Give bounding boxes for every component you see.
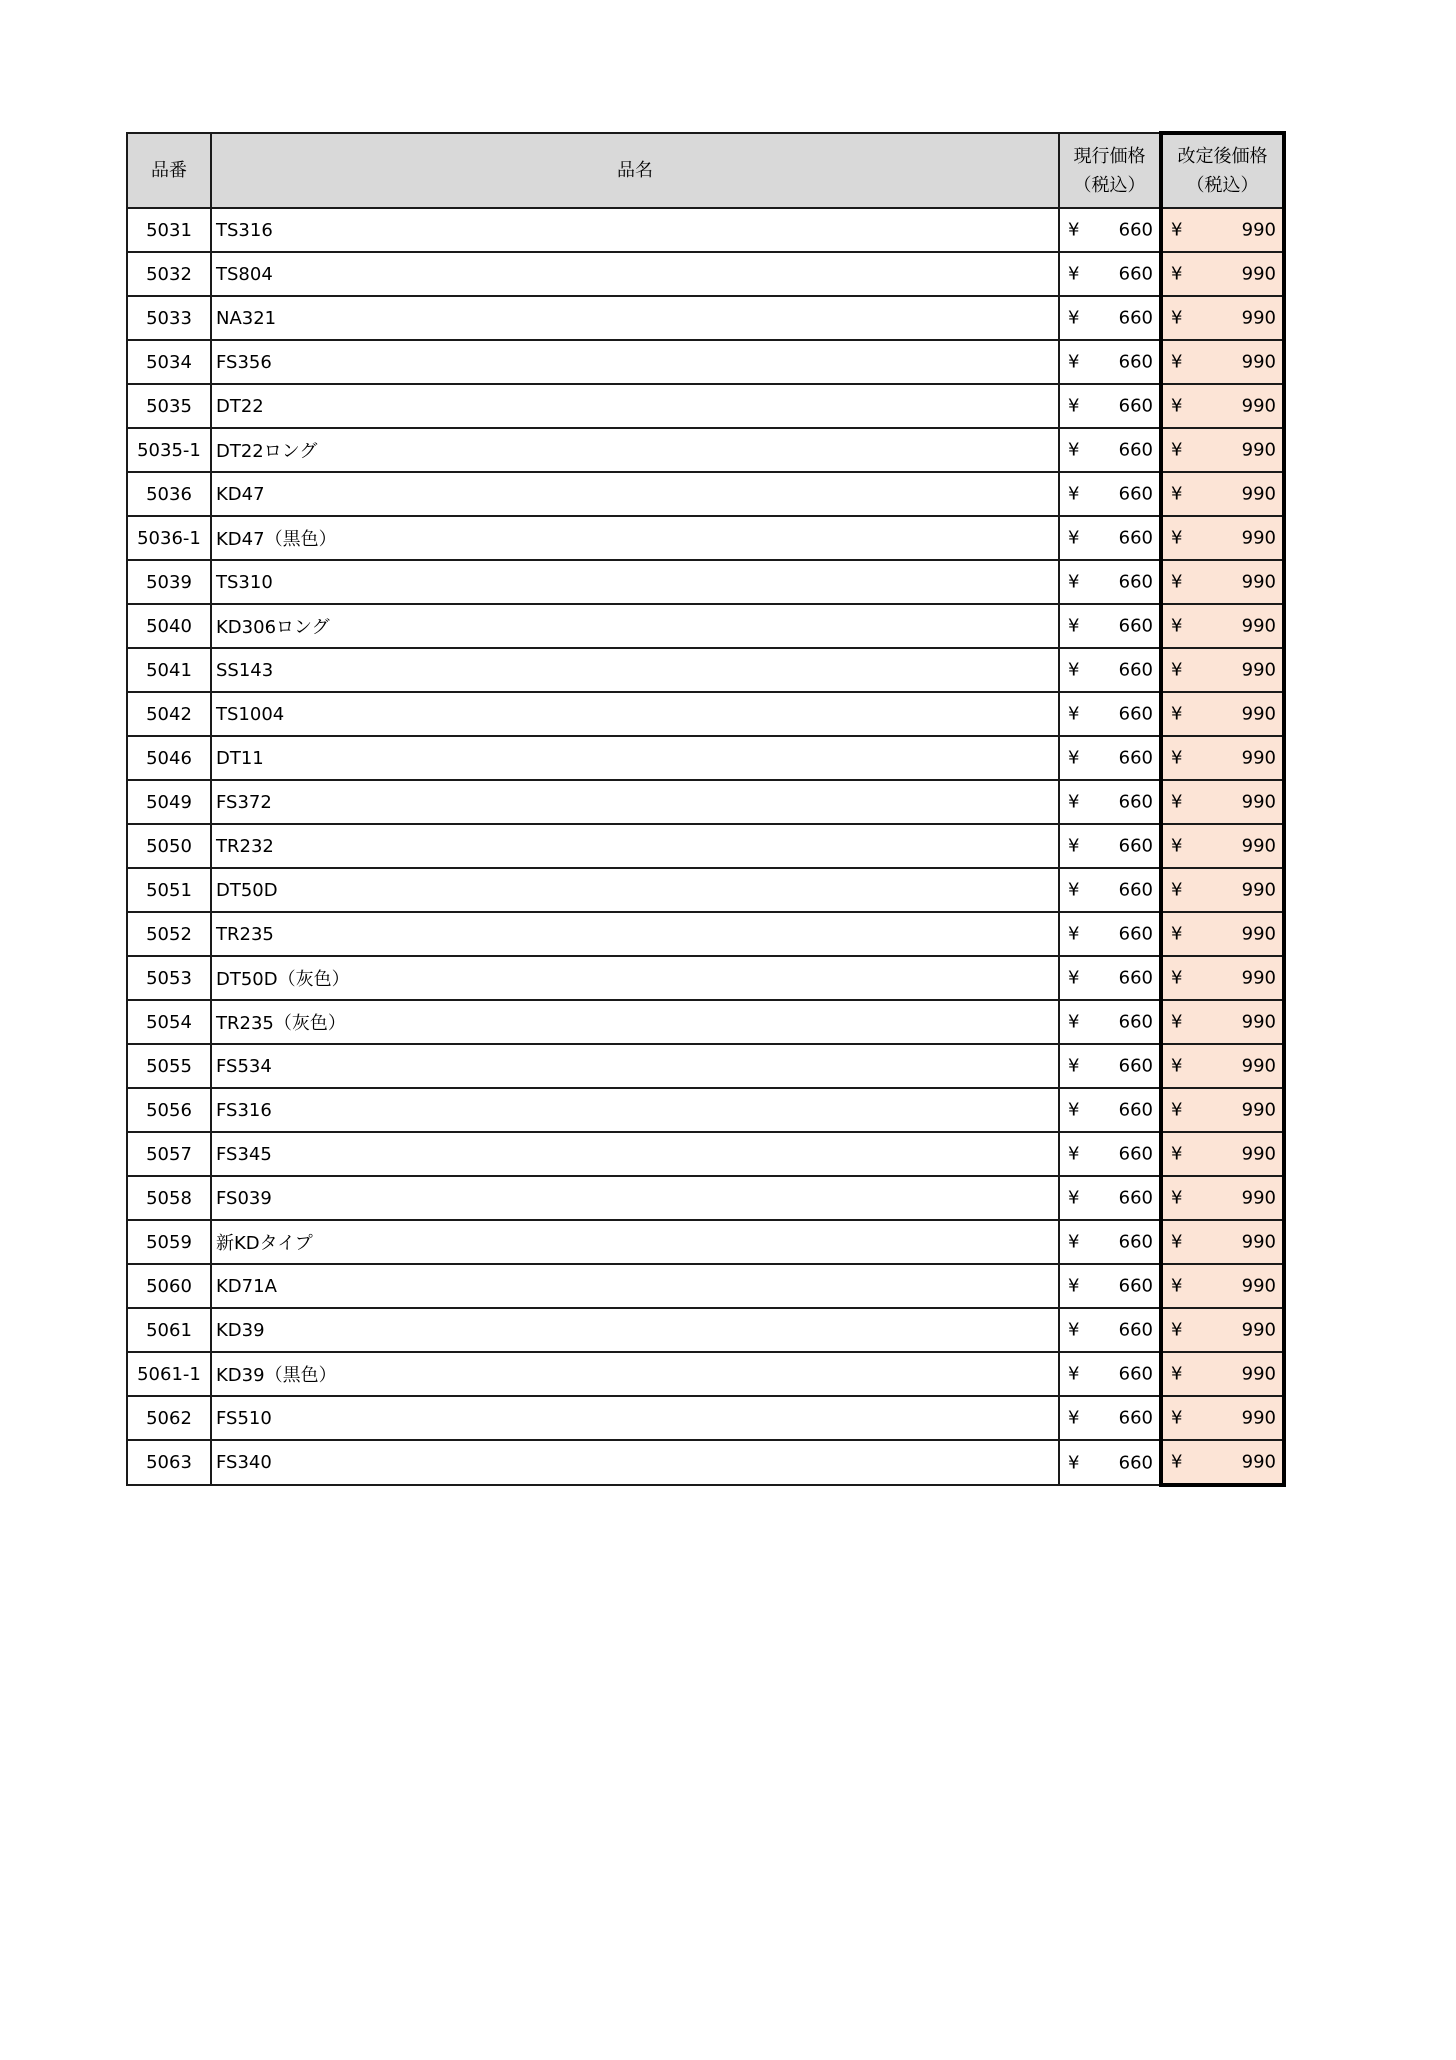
new-price-value: 990	[1241, 527, 1276, 549]
table-row	[127, 1220, 1284, 1264]
currency-symbol: ¥	[1068, 1275, 1080, 1297]
header-current-price	[1059, 133, 1161, 208]
currency-symbol: ¥	[1068, 1231, 1080, 1253]
header-code: 品番	[127, 133, 211, 208]
price-table	[126, 131, 1286, 1487]
new-price-cell	[1161, 1396, 1284, 1440]
current-price-value: 660	[1118, 527, 1153, 549]
currency-symbol: ¥	[1171, 835, 1183, 857]
currency-symbol: ¥	[1068, 439, 1080, 461]
current-price-cell	[1059, 384, 1161, 428]
current-price-cell	[1059, 780, 1161, 824]
current-price-cell	[1059, 912, 1161, 956]
currency-symbol: ¥	[1068, 967, 1080, 989]
new-price-value: 990	[1241, 219, 1276, 241]
item-name: TS1004	[211, 692, 1059, 736]
new-price-cell	[1161, 1308, 1284, 1352]
item-name: KD71A	[211, 1264, 1059, 1308]
new-price-cell	[1161, 912, 1284, 956]
new-price-value: 990	[1241, 1319, 1276, 1341]
item-name: DT50D（灰色）	[211, 956, 1059, 1000]
currency-symbol: ¥	[1068, 1187, 1080, 1209]
currency-symbol: ¥	[1171, 571, 1183, 593]
currency-symbol: ¥	[1171, 395, 1183, 417]
item-code: 5050	[127, 824, 211, 868]
item-code: 5051	[127, 868, 211, 912]
new-price-value: 990	[1241, 571, 1276, 593]
new-price-cell	[1161, 340, 1284, 384]
item-name: FS372	[211, 780, 1059, 824]
currency-symbol: ¥	[1171, 527, 1183, 549]
new-price-cell	[1161, 1220, 1284, 1264]
new-price-value: 990	[1241, 1231, 1276, 1253]
table-row	[127, 1352, 1284, 1396]
price-sheet	[126, 131, 1286, 1487]
item-name: SS143	[211, 648, 1059, 692]
current-price-cell	[1059, 1000, 1161, 1044]
item-code: 5032	[127, 252, 211, 296]
current-price-value: 660	[1118, 1011, 1153, 1033]
item-name: TS310	[211, 560, 1059, 604]
current-price-value: 660	[1118, 615, 1153, 637]
new-price-cell	[1161, 1000, 1284, 1044]
table-row	[127, 516, 1284, 560]
current-price-value: 660	[1118, 1055, 1153, 1077]
current-price-value: 660	[1118, 1099, 1153, 1121]
current-price-cell	[1059, 648, 1161, 692]
currency-symbol: ¥	[1068, 527, 1080, 549]
new-price-cell	[1161, 1264, 1284, 1308]
currency-symbol: ¥	[1171, 1011, 1183, 1033]
current-price-cell	[1059, 560, 1161, 604]
table-row	[127, 1440, 1284, 1485]
currency-symbol: ¥	[1171, 1363, 1183, 1385]
new-price-value: 990	[1241, 879, 1276, 901]
table-row	[127, 1396, 1284, 1440]
new-price-cell	[1161, 1352, 1284, 1396]
item-code: 5040	[127, 604, 211, 648]
current-price-value: 660	[1118, 1363, 1153, 1385]
new-price-cell	[1161, 516, 1284, 560]
currency-symbol: ¥	[1068, 1055, 1080, 1077]
current-price-cell	[1059, 1308, 1161, 1352]
table-body	[127, 208, 1284, 1485]
new-price-cell	[1161, 1088, 1284, 1132]
new-price-value: 990	[1241, 1143, 1276, 1165]
new-price-value: 990	[1241, 1099, 1276, 1121]
new-price-cell	[1161, 956, 1284, 1000]
new-price-cell	[1161, 868, 1284, 912]
item-name: KD47（黒色）	[211, 516, 1059, 560]
current-price-value: 660	[1118, 395, 1153, 417]
current-price-value: 660	[1118, 747, 1153, 769]
currency-symbol: ¥	[1068, 703, 1080, 725]
currency-symbol: ¥	[1171, 439, 1183, 461]
current-price-value: 660	[1118, 439, 1153, 461]
new-price-value: 990	[1241, 1407, 1276, 1429]
table-row	[127, 560, 1284, 604]
header-new-price-line2: （税込）	[1186, 175, 1259, 196]
currency-symbol: ¥	[1171, 1319, 1183, 1341]
item-code: 5033	[127, 296, 211, 340]
item-name: TS804	[211, 252, 1059, 296]
current-price-cell	[1059, 1220, 1161, 1264]
currency-symbol: ¥	[1171, 791, 1183, 813]
current-price-cell	[1059, 472, 1161, 516]
new-price-value: 990	[1241, 659, 1276, 681]
current-price-cell	[1059, 1264, 1161, 1308]
item-name: FS356	[211, 340, 1059, 384]
current-price-value: 660	[1118, 703, 1153, 725]
item-name: FS534	[211, 1044, 1059, 1088]
new-price-cell	[1161, 208, 1284, 252]
table-row	[127, 1044, 1284, 1088]
new-price-value: 990	[1241, 1055, 1276, 1077]
item-name: TR235（灰色）	[211, 1000, 1059, 1044]
currency-symbol: ¥	[1068, 219, 1080, 241]
table-row	[127, 648, 1284, 692]
currency-symbol: ¥	[1171, 879, 1183, 901]
new-price-value: 990	[1241, 263, 1276, 285]
current-price-cell	[1059, 208, 1161, 252]
item-code: 5041	[127, 648, 211, 692]
new-price-cell	[1161, 1132, 1284, 1176]
current-price-value: 660	[1118, 307, 1153, 329]
new-price-value: 990	[1241, 1187, 1276, 1209]
currency-symbol: ¥	[1171, 615, 1183, 637]
table-row	[127, 428, 1284, 472]
new-price-value: 990	[1241, 747, 1276, 769]
table-row	[127, 384, 1284, 428]
new-price-value: 990	[1241, 395, 1276, 417]
currency-symbol: ¥	[1068, 307, 1080, 329]
new-price-value: 990	[1241, 351, 1276, 373]
new-price-cell	[1161, 648, 1284, 692]
current-price-value: 660	[1118, 1187, 1153, 1209]
current-price-value: 660	[1118, 483, 1153, 505]
new-price-value: 990	[1241, 483, 1276, 505]
table-row	[127, 956, 1284, 1000]
new-price-cell	[1161, 472, 1284, 516]
currency-symbol: ¥	[1068, 1099, 1080, 1121]
item-code: 5061-1	[127, 1352, 211, 1396]
item-code: 5031	[127, 208, 211, 252]
item-code: 5056	[127, 1088, 211, 1132]
new-price-cell	[1161, 296, 1284, 340]
current-price-cell	[1059, 692, 1161, 736]
new-price-value: 990	[1241, 1451, 1276, 1473]
currency-symbol: ¥	[1068, 1319, 1080, 1341]
current-price-value: 660	[1118, 659, 1153, 681]
currency-symbol: ¥	[1171, 747, 1183, 769]
current-price-value: 660	[1118, 1319, 1153, 1341]
item-name: DT50D	[211, 868, 1059, 912]
new-price-value: 990	[1241, 1275, 1276, 1297]
item-name: FS316	[211, 1088, 1059, 1132]
new-price-cell	[1161, 780, 1284, 824]
current-price-cell	[1059, 1176, 1161, 1220]
new-price-value: 990	[1241, 791, 1276, 813]
new-price-cell	[1161, 428, 1284, 472]
new-price-cell	[1161, 1176, 1284, 1220]
currency-symbol: ¥	[1068, 483, 1080, 505]
current-price-value: 660	[1118, 571, 1153, 593]
currency-symbol: ¥	[1068, 1452, 1080, 1473]
table-row	[127, 208, 1284, 252]
current-price-cell	[1059, 1132, 1161, 1176]
table-row	[127, 780, 1284, 824]
item-name: KD47	[211, 472, 1059, 516]
current-price-cell	[1059, 956, 1161, 1000]
new-price-value: 990	[1241, 307, 1276, 329]
current-price-cell	[1059, 1352, 1161, 1396]
currency-symbol: ¥	[1171, 703, 1183, 725]
table-row	[127, 604, 1284, 648]
item-code: 5049	[127, 780, 211, 824]
item-name: NA321	[211, 296, 1059, 340]
currency-symbol: ¥	[1068, 615, 1080, 637]
currency-symbol: ¥	[1171, 1099, 1183, 1121]
item-name: TS316	[211, 208, 1059, 252]
table-row	[127, 472, 1284, 516]
current-price-value: 660	[1118, 263, 1153, 285]
item-code: 5058	[127, 1176, 211, 1220]
item-code: 5061	[127, 1308, 211, 1352]
new-price-cell	[1161, 736, 1284, 780]
currency-symbol: ¥	[1068, 263, 1080, 285]
currency-symbol: ¥	[1171, 1451, 1183, 1473]
new-price-value: 990	[1241, 835, 1276, 857]
currency-symbol: ¥	[1068, 835, 1080, 857]
current-price-cell	[1059, 1044, 1161, 1088]
current-price-cell	[1059, 516, 1161, 560]
new-price-value: 990	[1241, 923, 1276, 945]
item-name: DT22ロング	[211, 428, 1059, 472]
item-code: 5034	[127, 340, 211, 384]
currency-symbol: ¥	[1171, 923, 1183, 945]
current-price-value: 660	[1118, 1407, 1153, 1429]
table-row	[127, 868, 1284, 912]
current-price-value: 660	[1118, 923, 1153, 945]
current-price-value: 660	[1118, 835, 1153, 857]
header-new-price-line1: 改定後価格	[1177, 146, 1268, 167]
item-name: KD39（黒色）	[211, 1352, 1059, 1396]
item-code: 5035	[127, 384, 211, 428]
current-price-value: 660	[1118, 967, 1153, 989]
new-price-value: 990	[1241, 967, 1276, 989]
currency-symbol: ¥	[1171, 1187, 1183, 1209]
current-price-cell	[1059, 1088, 1161, 1132]
current-price-cell	[1059, 428, 1161, 472]
item-code: 5060	[127, 1264, 211, 1308]
item-name: FS340	[211, 1440, 1059, 1485]
header-current-price-line2: （税込）	[1073, 174, 1146, 196]
item-code: 5053	[127, 956, 211, 1000]
currency-symbol: ¥	[1068, 1407, 1080, 1429]
currency-symbol: ¥	[1068, 571, 1080, 593]
currency-symbol: ¥	[1068, 1143, 1080, 1165]
currency-symbol: ¥	[1171, 659, 1183, 681]
new-price-cell	[1161, 692, 1284, 736]
table-row	[127, 1308, 1284, 1352]
current-price-cell	[1059, 824, 1161, 868]
item-name: 新KDタイプ	[211, 1220, 1059, 1264]
item-name: DT11	[211, 736, 1059, 780]
currency-symbol: ¥	[1068, 659, 1080, 681]
currency-symbol: ¥	[1171, 483, 1183, 505]
current-price-cell	[1059, 1440, 1161, 1485]
current-price-cell	[1059, 1396, 1161, 1440]
header-current-price-line1: 現行価格	[1073, 145, 1146, 167]
current-price-cell	[1059, 736, 1161, 780]
item-code: 5055	[127, 1044, 211, 1088]
currency-symbol: ¥	[1171, 1231, 1183, 1253]
table-row	[127, 296, 1284, 340]
new-price-value: 990	[1241, 703, 1276, 725]
current-price-value: 660	[1118, 1231, 1153, 1253]
current-price-cell	[1059, 296, 1161, 340]
new-price-value: 990	[1241, 1011, 1276, 1033]
item-name: FS345	[211, 1132, 1059, 1176]
table-row	[127, 912, 1284, 956]
item-code: 5057	[127, 1132, 211, 1176]
current-price-value: 660	[1118, 1452, 1153, 1473]
currency-symbol: ¥	[1171, 1143, 1183, 1165]
item-code: 5036	[127, 472, 211, 516]
item-name: KD306ロング	[211, 604, 1059, 648]
currency-symbol: ¥	[1068, 923, 1080, 945]
table-row	[127, 1000, 1284, 1044]
table-row	[127, 692, 1284, 736]
new-price-value: 990	[1241, 615, 1276, 637]
currency-symbol: ¥	[1068, 879, 1080, 901]
table-row	[127, 824, 1284, 868]
new-price-value: 990	[1241, 1363, 1276, 1385]
current-price-cell	[1059, 252, 1161, 296]
header-row	[127, 133, 1284, 208]
table-row	[127, 1264, 1284, 1308]
current-price-value: 660	[1118, 219, 1153, 241]
currency-symbol: ¥	[1068, 351, 1080, 373]
new-price-cell	[1161, 384, 1284, 428]
table-row	[127, 1176, 1284, 1220]
current-price-cell	[1059, 340, 1161, 384]
new-price-cell	[1161, 252, 1284, 296]
current-price-value: 660	[1118, 1275, 1153, 1297]
table-row	[127, 340, 1284, 384]
table-row	[127, 736, 1284, 780]
item-code: 5062	[127, 1396, 211, 1440]
table-row	[127, 252, 1284, 296]
header-new-price	[1161, 133, 1284, 208]
current-price-value: 660	[1118, 791, 1153, 813]
currency-symbol: ¥	[1068, 1011, 1080, 1033]
item-code: 5063	[127, 1440, 211, 1485]
current-price-cell	[1059, 604, 1161, 648]
currency-symbol: ¥	[1068, 1363, 1080, 1385]
new-price-cell	[1161, 604, 1284, 648]
current-price-value: 660	[1118, 1143, 1153, 1165]
item-name: DT22	[211, 384, 1059, 428]
currency-symbol: ¥	[1171, 967, 1183, 989]
item-name: FS510	[211, 1396, 1059, 1440]
item-name: TR235	[211, 912, 1059, 956]
current-price-value: 660	[1118, 351, 1153, 373]
currency-symbol: ¥	[1171, 351, 1183, 373]
header-name: 品名	[211, 133, 1059, 208]
new-price-value: 990	[1241, 439, 1276, 461]
item-code: 5036-1	[127, 516, 211, 560]
currency-symbol: ¥	[1171, 263, 1183, 285]
new-price-cell	[1161, 560, 1284, 604]
currency-symbol: ¥	[1068, 791, 1080, 813]
new-price-cell	[1161, 1044, 1284, 1088]
item-code: 5035-1	[127, 428, 211, 472]
item-name: TR232	[211, 824, 1059, 868]
item-code: 5054	[127, 1000, 211, 1044]
item-code: 5046	[127, 736, 211, 780]
item-code: 5052	[127, 912, 211, 956]
item-code: 5039	[127, 560, 211, 604]
item-code: 5042	[127, 692, 211, 736]
currency-symbol: ¥	[1171, 1055, 1183, 1077]
currency-symbol: ¥	[1171, 1275, 1183, 1297]
new-price-cell	[1161, 1440, 1284, 1485]
table-row	[127, 1088, 1284, 1132]
currency-symbol: ¥	[1068, 747, 1080, 769]
currency-symbol: ¥	[1171, 307, 1183, 329]
table-row	[127, 1132, 1284, 1176]
current-price-cell	[1059, 868, 1161, 912]
currency-symbol: ¥	[1171, 219, 1183, 241]
item-code: 5059	[127, 1220, 211, 1264]
currency-symbol: ¥	[1068, 395, 1080, 417]
current-price-value: 660	[1118, 879, 1153, 901]
new-price-cell	[1161, 824, 1284, 868]
currency-symbol: ¥	[1171, 1407, 1183, 1429]
item-name: KD39	[211, 1308, 1059, 1352]
item-name: FS039	[211, 1176, 1059, 1220]
